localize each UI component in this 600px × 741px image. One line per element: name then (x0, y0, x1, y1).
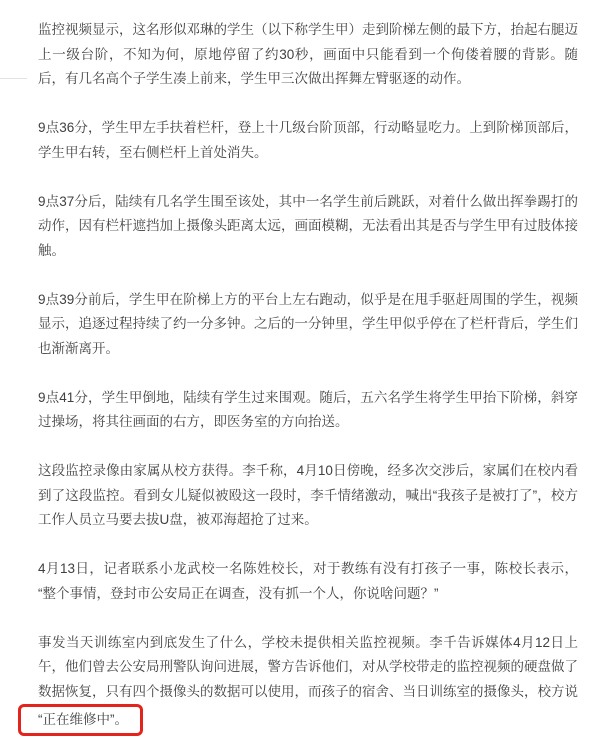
paragraph-3: 9点37分后，陆续有几名学生围至该处，其中一名学生前后跳跃，对着什么做出挥拳踢打的动作，因有栏杆遮挡加上摄像头距离太远，画面模糊，无法看出其是否与学生甲有过肢体接触。 (38, 193, 578, 258)
paragraph-5: 9点41分，学生甲倒地，陆续有学生过来围观。随后，五六名学生将学生甲抬下阶梯，斜穿过操场，将其往画面的右方，即医务室的方向抬送。 (38, 389, 578, 429)
red-highlight-box: “正在维修中”。 (18, 704, 143, 736)
paragraph-6: 这段监控录像由家属从校方获得。李千称，4月10日傍晚，经多次交涉后，家属们在校内看到了这段监控。看到女儿疑似被殴这一段时，李千情绪激动，喊出“我孩子是被打了”，校方工作人员立马要去拔U盘，被邓海超抢了过来。 (38, 463, 578, 527)
paragraph-4: 9点39分前后，学生甲在阶梯上方的平台上左右跑动，似乎是在甩手驱赶周围的学生，视频显示，追逐过程持续了约一分多钟。之后的一分钟里，学生甲似乎停在了栏杆背后，学生们也渐渐离开。 (38, 291, 578, 356)
article-body (38, 18, 578, 736)
paragraph-8: 事发当天训练室内到底发生了什么，学校未提供相关监控视频。李千告诉媒体4月12日上午，他们曾去公安局刑警队询问进展，警方告诉他们，对从学校带走的监控视频的硬盘做了数据恢复，只有四个摄像头的数据可以使用，而孩子的宿舍、当日训练室的摄像头，校方说 (38, 634, 578, 699)
paragraph-1: 监控视频显示，这名形似邓琳的学生（以下称学生甲）走到阶梯左侧的最下方，抬起右腿迈上一级台阶，不知为何，原地停留了约30秒，画面中只能看到一个佝偻着腰的背影。随后，有几名高个子学生凑上前来，学生甲三次做出挥舞左臂驱逐的动作。 (38, 22, 578, 86)
highlighted-quote-line (38, 704, 578, 736)
paragraph-7: 4月13日，记者联系小龙武校一名陈姓校长，对于教练有没有打孩子一事，陈校长表示，“整个事情，登封市公安局正在调查，没有抓一个人，你说啥问题？” (38, 561, 578, 601)
left-margin-tick (0, 78, 27, 79)
paragraph-2: 9点36分，学生甲左手扶着栏杆，登上十几级台阶顶部，行动略显吃力。上到阶梯顶部后，学生甲右转，至右侧栏杆上首处消失。 (38, 120, 578, 160)
